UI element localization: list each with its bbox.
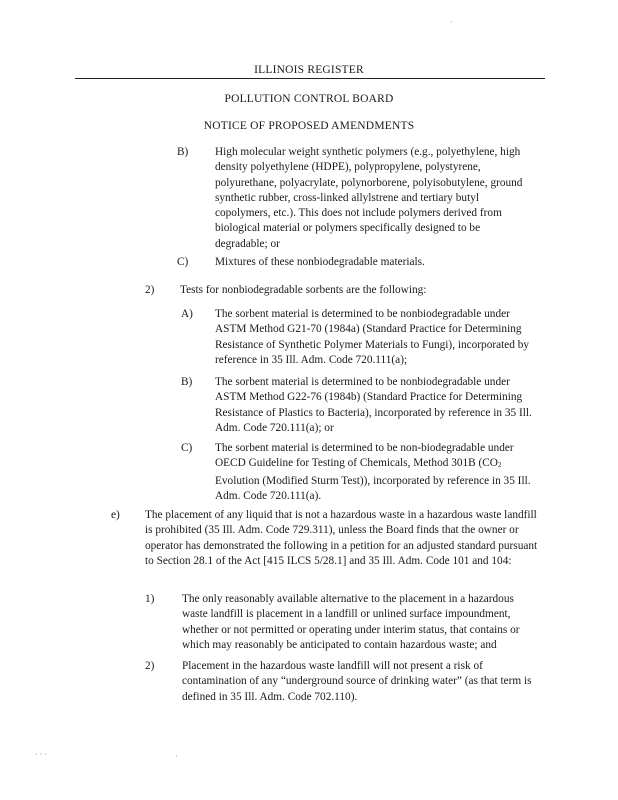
item-c-text: Mixtures of these nonbiodegradable materials. (215, 256, 425, 268)
co2-subscript: 2 (497, 461, 502, 470)
item-e2-label: 2) (145, 660, 155, 672)
board-title: POLLUTION CONTROL BOARD (224, 93, 394, 105)
notice-title: NOTICE OF PROPOSED AMENDMENTS (203, 120, 415, 132)
item-b-label: B) (177, 146, 189, 158)
test-a-text: The sorbent material is determined to be nonbiodegradable under ASTM Method G21-70 (1984a) (Standard Practice for Determining Resistance of Synthetic Polymer Materials to Fungi), incorporated by reference in 35 Ill. Adm. Code 720.111(a); (215, 308, 530, 366)
item-c-label: C) (177, 256, 189, 268)
item-e-text: The placement of any liquid that is not a hazardous waste in a hazardous waste landfill is prohibited (35 Ill. Adm. Code 729.311), unless the Board finds that the owner or operator has demonstrated the following in a petition for an adjusted standard pursuant to Section 28.1 of the Act [415 ILCS 5/28.1] and 35 Ill. Adm. Code 101 and 104: (145, 509, 538, 567)
item-2-text: Tests for nonbiodegradable sorbents are the following: (180, 284, 427, 296)
item-e1-text: The only reasonably available alternative to the placement in a hazardous waste landfill is placement in a landfill or unlined surface impoundment, whether or not permitted or operating under interim status, that contains or which may reasonably be anticipated to contain hazardous waste; and (182, 593, 520, 651)
item-e1-label: 1) (145, 593, 155, 605)
test-b-label: B) (181, 376, 193, 388)
test-c-text-start: The sorbent material is determined to be non-biodegradable under OECD Guideline for Testing of Chemicals, Method 301B (CO (215, 442, 514, 470)
test-b-text: The sorbent material is determined to be nonbiodegradable under ASTM Method G22-76 (1984b) (Standard Practice for Determining Resistance of Plastics to Bacteria), incorporated by reference in 35 Ill. Adm. Code 720.111(a); or (215, 376, 532, 434)
test-c-label: C) (181, 442, 193, 454)
item-e2-text: Placement in the hazardous waste landfill will not present a risk of contamination of any “underground source of drinking water” (as that term is defined in 35 Ill. Adm. Code 702.110). (182, 660, 532, 703)
scan-speck: · (175, 752, 178, 761)
scan-speck: · (450, 18, 453, 27)
test-a-label: A) (181, 308, 193, 320)
test-c-text (215, 441, 540, 504)
item-b-text: High molecular weight synthetic polymers (e.g., polyethylene, high density polyethylene (HDPE), polypropylene, polystyrene, polyurethane, polyacrylate, polynorborene, polyisobutylene, ground synthetic rubber, cross-linked allylstrene and tertiary butyl copolymers, etc.). This does not include polymers derived from biological material or polymers specifically designed to be degradable; or (215, 146, 523, 250)
item-e-label: e) (111, 509, 120, 521)
header-rule (75, 78, 545, 79)
register-title: ILLINOIS REGISTER (254, 64, 364, 76)
scan-speck: · · · (35, 750, 47, 759)
item-2-label: 2) (145, 284, 155, 296)
test-c-text-end: Evolution (Modified Sturm Test)), incorporated by reference in 35 Ill. Adm. Code 720.111(a). (215, 474, 531, 502)
